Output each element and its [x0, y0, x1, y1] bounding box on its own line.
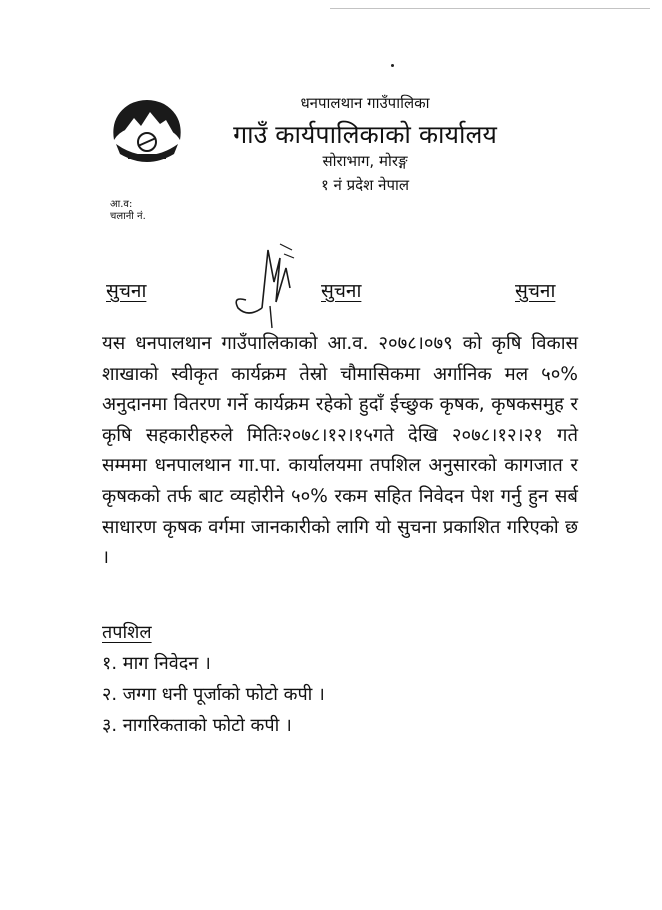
notice-body: यस धनपालथान गाउँपालिकाको आ.व. २०७८।०७९ को कृषि विकास शाखाको स्वीकृत कार्यक्रम तेस्रो चौमासिकमा अर्गानिक मल ५०% अनुदानमा वितरण गर्ने कार्यक्रम रहेको हुदाँ ईच्छुक कृषक, कृषकसमुह र कृषि सहकारीहरुले मितिः२०७८।१२।१५गते देखि २०७८।१२।२१ गते सम्ममा धनपालथान गा.पा. कार्यालयमा तपशिल अनुसारको कागजात र कृषकको तर्फ बाट व्यहोरीने ५०% रकम सहित निवेदन पेश गर्नु हुन सर्ब साधारण कृषक वर्गमा जानकारीको लागि यो सुचना प्रकाशित गरिएको छ । — [102, 333, 578, 569]
municipality-name: धनपालथान गाउँपालिका — [300, 94, 430, 112]
list-item: २. जग्गा धनी पूर्जाको फोटो कपी । — [102, 684, 325, 705]
list-item: ३. नागरिकताको फोटो कपी । — [102, 715, 292, 736]
notice-title-center: सुचना — [321, 280, 362, 302]
scan-artifact-dot — [391, 64, 394, 67]
scan-artifact-line — [330, 8, 650, 9]
notice-title-left: सुचना — [106, 280, 147, 302]
fiscal-year-label: आ.व: — [110, 199, 133, 210]
province-name: १ नं प्रदेश नेपाल — [320, 176, 410, 194]
office-title: गाउँ कार्यपालिकाको कार्यालय — [233, 120, 497, 149]
list-item: १. माग निवेदन । — [102, 653, 211, 674]
requirements-title: तपशिल — [102, 622, 152, 643]
dispatch-number-label: चलानी नं. — [110, 211, 146, 222]
notice-title-right: सुचना — [515, 280, 556, 302]
office-location: सोराभाग, मोरङ्ग — [322, 152, 408, 170]
government-emblem-icon — [108, 96, 186, 168]
requirements-list — [102, 648, 325, 741]
signature-icon — [228, 238, 308, 338]
